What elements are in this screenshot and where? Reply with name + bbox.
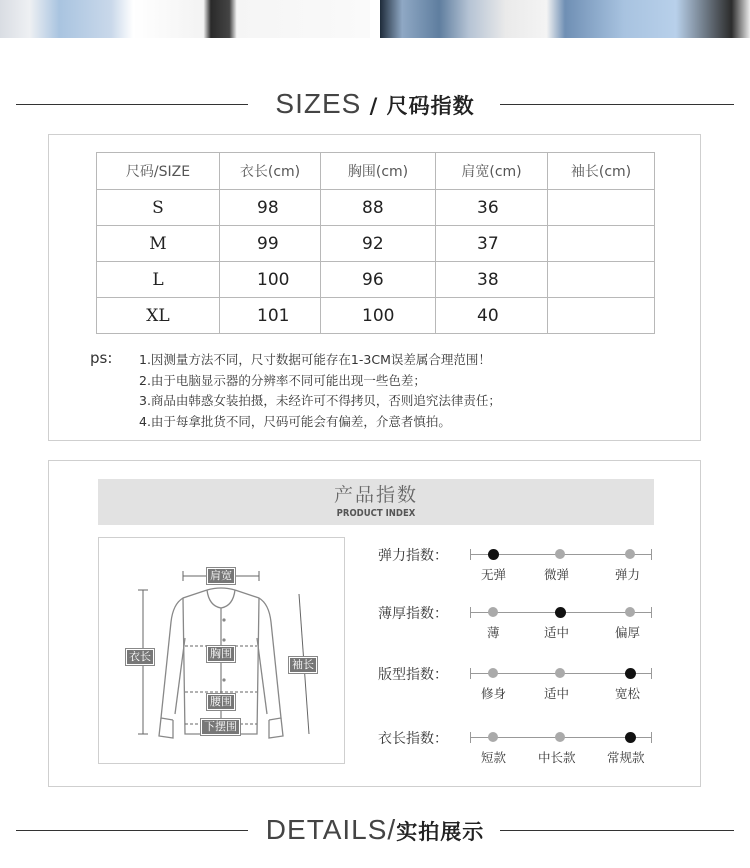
- index-label: 弹力指数：: [378, 548, 448, 564]
- product-photo: [380, 0, 750, 38]
- index-dot: [625, 668, 636, 679]
- sleeve-cell: [548, 298, 655, 334]
- product-index-subtitle: PRODUCT INDEX: [336, 508, 416, 519]
- index-dot: [555, 607, 566, 618]
- index-option: 中长款: [538, 750, 576, 765]
- label-waist: 腰围: [207, 694, 235, 710]
- product-index-title: 产品指数: [333, 484, 418, 506]
- sizes-title-separator: /: [361, 94, 387, 118]
- label-shoulder: 肩宽: [207, 568, 235, 584]
- shoulder-cell: 36: [436, 190, 548, 226]
- product-photo: [0, 0, 370, 38]
- tick: [470, 668, 471, 679]
- index-dot: [555, 549, 565, 559]
- details-title-en: DETAILS/: [265, 814, 397, 845]
- header-sleeve: 袖长(cm): [548, 153, 655, 190]
- note-line: 4.由于每拿批货不同，尺码可能会有偏差，介意者慎拍。: [139, 413, 451, 429]
- tick: [651, 607, 652, 618]
- table-row: [97, 190, 655, 226]
- index-dot: [625, 607, 635, 617]
- index-label: 薄厚指数：: [378, 606, 448, 622]
- chest-cell: 88: [321, 190, 436, 226]
- table-row: [97, 298, 655, 334]
- elasticity-index: [378, 545, 668, 585]
- notes-list: [139, 350, 501, 432]
- shoulder-cell: 40: [436, 298, 548, 334]
- index-option: 薄: [487, 625, 500, 640]
- tick: [651, 549, 652, 560]
- note-line: 3.商品由韩惑女装拍摄，未经许可不得拷贝，否则追究法律责任；: [139, 393, 501, 408]
- sizes-title-zh: 尺码指数: [386, 94, 475, 118]
- index-dot: [488, 732, 498, 742]
- note-line: 1.因测量方法不同，尺寸数据可能存在1-3CM误差属合理范围！: [139, 352, 491, 367]
- shoulder-cell: 37: [436, 226, 548, 262]
- note-line: 2.由于电脑显示器的分辨率不同可能出现一些色差；: [139, 372, 426, 388]
- index-dot: [625, 732, 636, 743]
- product-index-banner: [98, 479, 654, 525]
- chest-cell: 96: [321, 262, 436, 298]
- table-row: [97, 226, 655, 262]
- header-chest: 胸围(cm): [321, 153, 436, 190]
- index-dot: [625, 549, 635, 559]
- index-option: 微弹: [544, 567, 570, 582]
- label-length: 衣长: [126, 649, 154, 665]
- sizes-section-header: [0, 84, 750, 124]
- index-option: 宽松: [615, 686, 641, 701]
- index-option: 常规款: [607, 750, 645, 765]
- table-header-row: [97, 153, 655, 190]
- measurement-diagram: [98, 537, 345, 764]
- index-option: 弹力: [615, 567, 641, 582]
- index-label: 版型指数：: [378, 667, 448, 683]
- index-option: 无弹: [481, 567, 507, 582]
- length-index: [378, 728, 668, 768]
- label-sleeve: 袖长: [289, 657, 317, 673]
- tick: [651, 668, 652, 679]
- size-chart-panel: [48, 134, 701, 441]
- details-section-header: [0, 810, 750, 850]
- sleeve-cell: [548, 262, 655, 298]
- length-cell: 98: [220, 190, 321, 226]
- length-cell: 99: [220, 226, 321, 262]
- tick: [470, 549, 471, 560]
- sleeve-cell: [548, 226, 655, 262]
- size-cell: XL: [97, 298, 220, 334]
- tick: [470, 607, 471, 618]
- index-option: 适中: [544, 625, 570, 640]
- length-cell: 100: [220, 262, 321, 298]
- photo-strip: [0, 0, 750, 38]
- index-option: 适中: [544, 686, 570, 701]
- index-option: 偏厚: [615, 625, 641, 640]
- header-length: 衣长(cm): [220, 153, 321, 190]
- length-cell: 101: [220, 298, 321, 334]
- product-index-panel: [48, 460, 701, 787]
- sizes-title-en: SIZES: [275, 88, 362, 119]
- index-dot: [488, 668, 498, 678]
- chest-cell: 100: [321, 298, 436, 334]
- notes-label: ps:: [90, 349, 113, 367]
- index-dot: [555, 668, 565, 678]
- size-cell: M: [97, 226, 220, 262]
- header-size: 尺码/SIZE: [97, 153, 220, 190]
- index-dot: [488, 607, 498, 617]
- size-cell: L: [97, 262, 220, 298]
- fit-index: [378, 664, 668, 704]
- index-option: 短款: [481, 750, 507, 765]
- thickness-index: [378, 603, 668, 643]
- index-dot: [488, 549, 499, 560]
- chest-cell: 92: [321, 226, 436, 262]
- details-title-zh: 实拍展示: [396, 820, 485, 844]
- header-shoulder: 肩宽(cm): [436, 153, 548, 190]
- index-option: 修身: [481, 686, 507, 701]
- tick: [651, 732, 652, 743]
- size-table: [96, 152, 655, 334]
- table-row: [97, 262, 655, 298]
- label-hem: 下摆围: [201, 719, 240, 735]
- sleeve-cell: [548, 190, 655, 226]
- label-chest: 胸围: [207, 646, 235, 662]
- index-label: 衣长指数：: [378, 731, 448, 747]
- shoulder-cell: 38: [436, 262, 548, 298]
- index-dot: [555, 732, 565, 742]
- size-cell: S: [97, 190, 220, 226]
- tick: [470, 732, 471, 743]
